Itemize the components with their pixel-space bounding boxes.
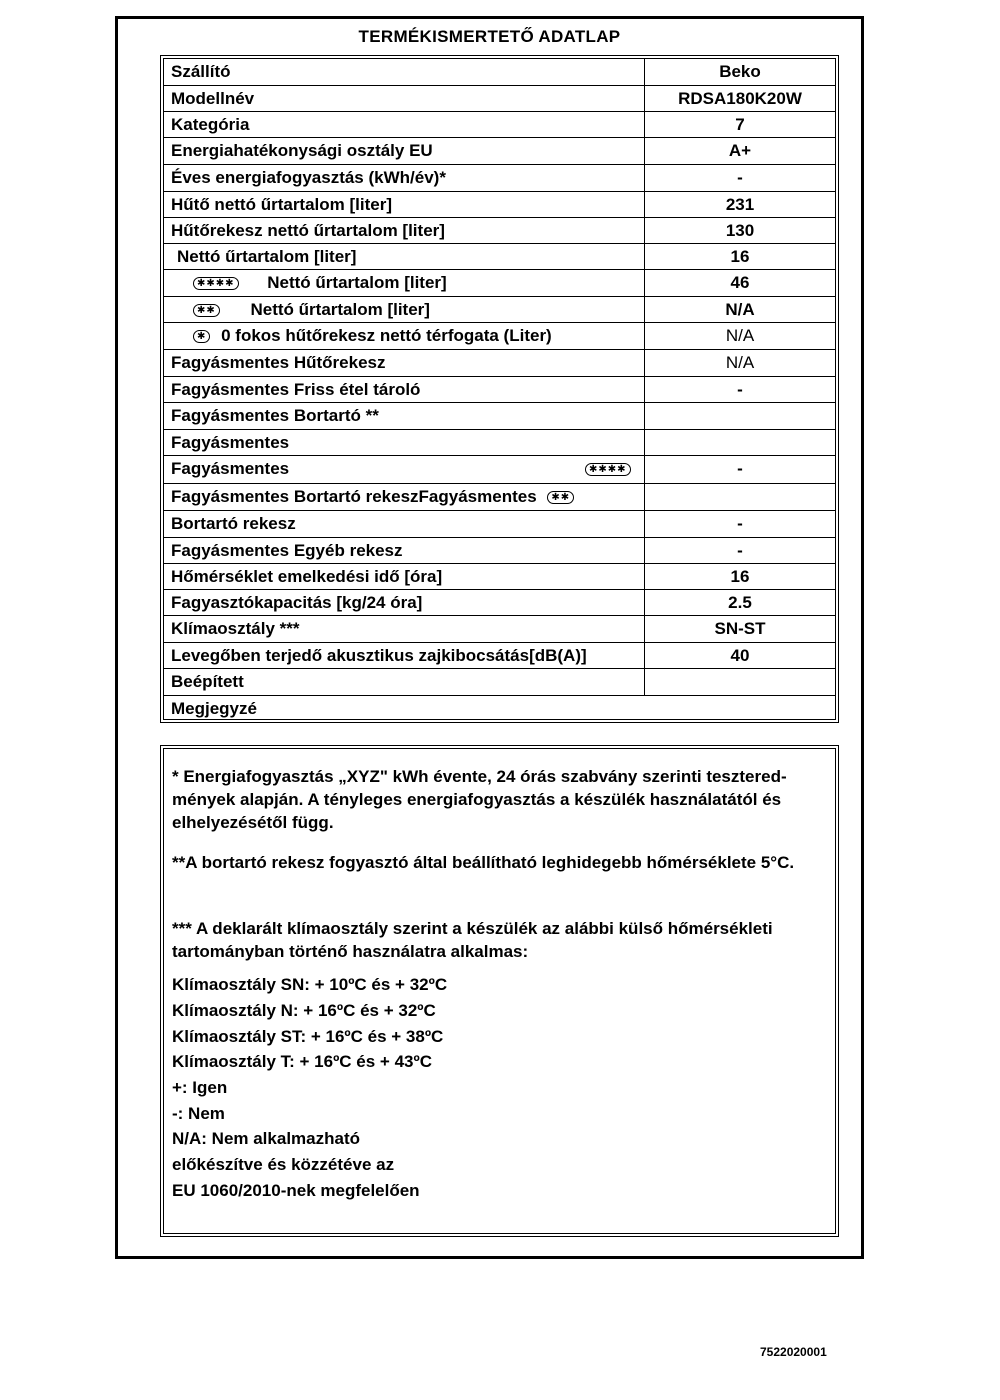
row-label: Nettó űrtartalom [liter] [250,300,430,319]
row-label: Megjegyzé [171,699,257,718]
document-code: 7522020001 [760,1345,827,1359]
row-value: SN-ST [714,619,766,638]
row-label: Fagyásmentes [164,430,645,455]
row-label: Hűtő nettó űrtartalom [liter] [164,192,645,217]
page-title: TERMÉKISMERTETŐ ADATLAP [358,27,621,46]
row-label-group [164,297,645,322]
prepared-line: előkészítve és közzétéve az [172,1155,395,1174]
table-row [164,403,835,430]
row-value: N/A [725,326,755,345]
table-row [164,616,835,643]
row-value: A+ [728,141,752,160]
row-value: 40 [730,646,750,665]
row-value: 130 [725,221,755,240]
row-value: 46 [730,273,750,292]
table-row [164,86,835,112]
row-value: - [737,541,743,560]
table-row [164,165,835,192]
row-label: Kategória [164,112,645,137]
table-row [164,511,835,538]
row-label: Nettó űrtartalom [liter] [164,244,645,269]
row-label: Levegőben terjedő akusztikus zajkibocsátás[dB(A)] [164,643,645,668]
row-value: Beko [719,62,761,81]
row-value [645,484,835,510]
legend-na: N/A: Nem alkalmazható [172,1129,360,1148]
row-label-group [164,323,645,349]
row-label: Hőmérséklet emelkedési idő [óra] [164,564,645,589]
footnote-climate: *** A deklarált klímaosztály szerint a készülék az alábbi külső hőmérsékleti tartományban történő használatra alkalmas: [172,919,773,961]
row-label: Fagyásmentes Friss étel tároló [164,377,645,402]
footnote-energy: * Energiafogyasztás „XYZ" kWh évente, 24 órás szabvány szerinti teszteredmények alapján. A tényleges energiafogyasztás a készülék használatától és elhelyezésétől függ. [172,767,787,832]
table-row [164,590,835,616]
table-row [164,643,835,669]
table-row [164,538,835,564]
notes-box [160,745,839,1237]
table-row [164,59,835,86]
row-value: RDSA180K20W [678,89,802,108]
climate-n-line: Klímaosztály N: + 16ºC és + 32ºC [172,1001,436,1020]
table-row [164,192,835,218]
table-row [164,323,835,350]
table-row [164,669,835,696]
row-label: Energiahatékonysági osztály EU [164,138,645,164]
row-value: 231 [725,195,755,214]
climate-sn-line: Klímaosztály SN: + 10ºC és + 32ºC [172,975,448,994]
row-value: - [737,514,743,533]
table-row [164,218,835,244]
two-star-freezer-icon: ✱✱ [547,491,574,504]
row-value: N/A [725,300,755,319]
four-star-freezer-icon: ✱✱✱✱ [585,463,631,476]
legend-yes: +: Igen [172,1078,228,1097]
two-star-freezer-icon: ✱✱ [193,304,220,317]
row-value: - [737,380,743,399]
row-label: Klímaosztály *** [164,616,645,642]
row-value: 16 [730,567,750,586]
table-row [164,112,835,138]
row-label: Fagyásmentes [171,459,290,478]
row-label: Beépített [164,669,645,695]
row-label: Hűtőrekesz nettó űrtartalom [liter] [164,218,645,243]
row-label: Modellnév [164,86,645,111]
row-label-group [164,456,645,483]
row-value: 16 [730,247,750,266]
footnote-wine: **A bortartó rekesz fogyasztó által beállítható leghidegebb hőmérséklete 5°C. [172,853,795,872]
table-row [164,456,835,484]
row-value: 2.5 [728,593,752,612]
table-row [164,138,835,165]
row-value [645,403,835,429]
row-label: Fagyásmentes Hűtőrekesz [164,350,645,376]
row-label-group [164,270,645,296]
table-row [164,297,835,323]
row-label: Éves energiafogyasztás (kWh/év)* [164,165,645,191]
climate-t-line: Klímaosztály T: + 16ºC és + 43ºC [172,1052,432,1071]
row-label: Fagyasztókapacitás [kg/24 óra] [164,590,645,615]
table-row [164,696,835,721]
one-star-freezer-icon: ✱ [193,330,210,343]
row-label: Bortartó rekesz [164,511,645,537]
row-label: 0 fokos hűtőrekesz nettó térfogata (Liter) [221,326,552,345]
table-row [164,244,835,270]
row-label: Fagyásmentes Egyéb rekesz [164,538,645,563]
row-label: Nettó űrtartalom [liter] [267,273,447,292]
table-row [164,377,835,403]
table-row [164,564,835,590]
row-value [645,430,835,455]
row-value [645,669,835,695]
regulation-line: EU 1060/2010-nek megfelelően [172,1181,420,1200]
table-row [164,484,835,511]
spec-table [160,55,839,723]
row-label: Fagyásmentes Bortartó ** [164,403,645,429]
climate-st-line: Klímaosztály ST: + 16ºC és + 38ºC [172,1027,444,1046]
row-value: N/A [725,353,755,372]
row-value: 7 [735,115,745,134]
row-label: Szállító [164,59,645,85]
four-star-freezer-icon: ✱✱✱✱ [193,277,239,290]
row-value: - [737,168,743,187]
row-label-group [164,484,645,510]
table-row [164,270,835,297]
table-row [164,350,835,377]
row-value: - [737,459,743,478]
legend-no: -: Nem [172,1104,225,1123]
table-row [164,430,835,456]
row-label: Fagyásmentes Bortartó rekeszFagyásmentes [171,487,537,506]
